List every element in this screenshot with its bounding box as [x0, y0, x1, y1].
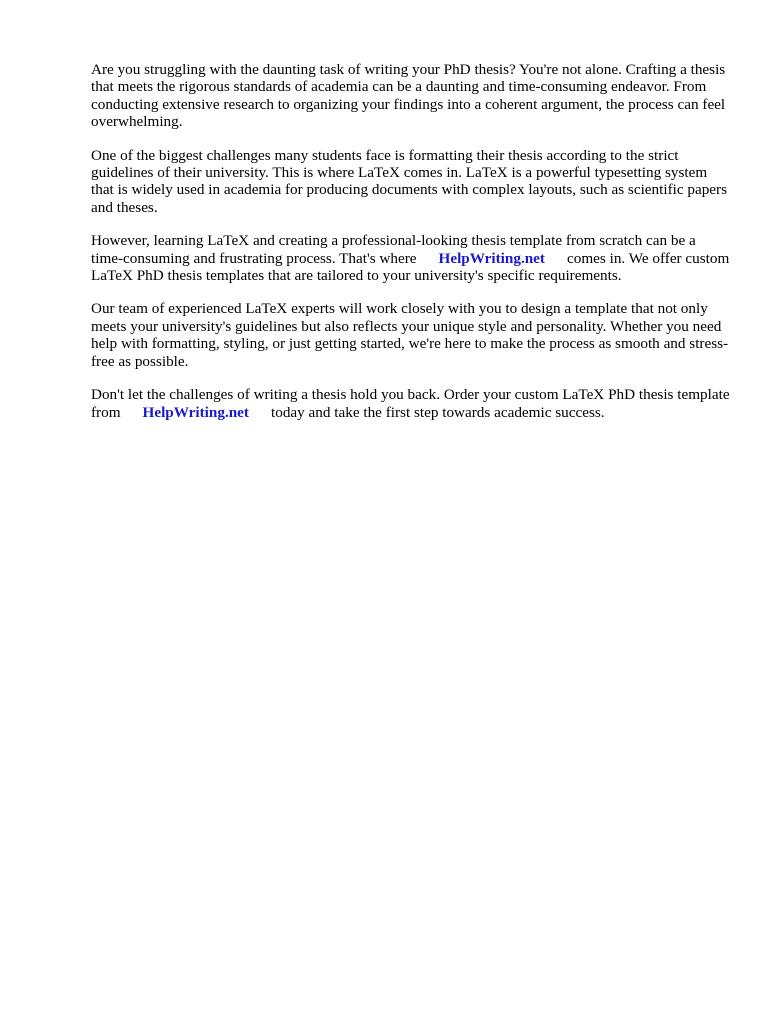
paragraph-service-text-before: However, learning LaTeX and creating a professional-looking thesis template from scratch can be a time-consuming and frustrating process. That's where: [91, 232, 696, 267]
helpwriting-link[interactable]: HelpWriting.net: [438, 249, 545, 267]
helpwriting-link-cta[interactable]: HelpWriting.net: [142, 403, 249, 421]
paragraph-cta-text-after: today and take the first step towards academic success.: [271, 403, 605, 421]
paragraph-formatting: One of the biggest challenges many students face is formatting their thesis according to the strict guidelines of their university. This is where LaTeX comes in. LaTeX is a powerful typesetting system that is widely used in academia for producing documents with complex layouts, such as scientific papers and theses.: [91, 146, 728, 216]
document-body: [91, 61, 731, 437]
paragraph-team: Our team of experienced LaTeX experts will work closely with you to design a template that not only meets your university's guidelines but also reflects your unique style and personality. Whether you need help with formatting, styling, or just getting started, we're here to make the process as smooth and stress-free as possible.: [91, 300, 729, 370]
paragraph-cta-text-before: Don't let the challenges of writing a thesis hold you back. Order your custom LaTeX PhD thesis template from: [91, 386, 730, 421]
paragraph-intro: Are you struggling with the daunting task of writing your PhD thesis? You're not alone. Crafting a thesis that meets the rigorous standards of academia can be a daunting and time-consuming endeavor. From conducting extensive research to organizing your findings into a coherent argument, the process can feel overwhelming.: [91, 61, 726, 131]
paragraph-service: [91, 232, 731, 284]
paragraph-service-text-after: comes in. We offer custom LaTeX PhD thesis templates that are tailored to your university's specific requirements.: [91, 249, 730, 285]
paragraph-cta: [91, 386, 731, 421]
